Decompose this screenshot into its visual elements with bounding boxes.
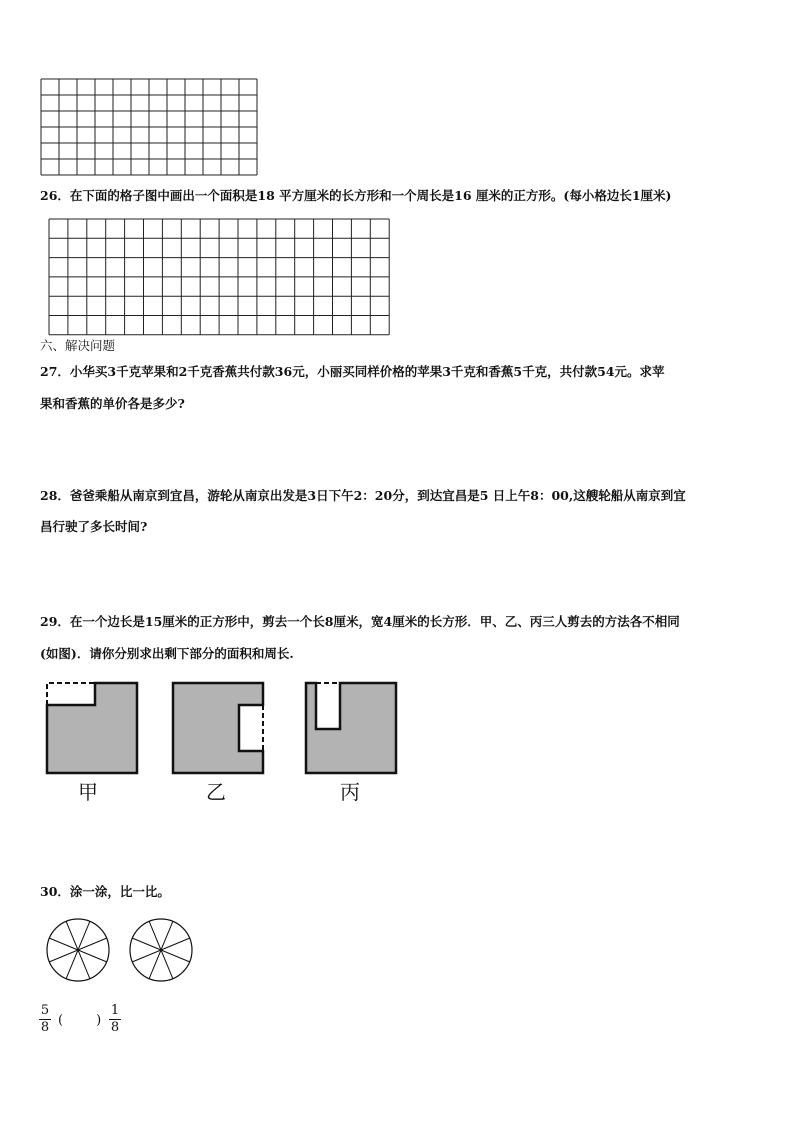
question-text: 涂一涂，比一比。 xyxy=(69,884,170,899)
cut-outline-dashed xyxy=(47,683,95,705)
question-number: 28． xyxy=(40,488,70,503)
figure-label: 甲 xyxy=(78,780,98,804)
question-28-line-2: 昌行驶了多长时间? xyxy=(40,519,148,534)
numerator: 1 xyxy=(110,1003,120,1018)
shaded-region xyxy=(173,683,263,773)
question-number: 26． xyxy=(40,188,70,203)
question-line-1: 在一个边长是15厘米的正方形中，剪去一个长8厘米，宽4厘米的长方形．甲、乙、丙三人剪去的方法各不相同 xyxy=(69,614,680,629)
question-number: 29． xyxy=(40,614,70,629)
question-number: 27． xyxy=(40,364,70,379)
question-29-line-2: (如图)．请你分别求出剩下部分的面积和周长. xyxy=(40,646,294,661)
question-29 xyxy=(40,614,680,630)
numerator: 5 xyxy=(40,1003,50,1018)
top-grid xyxy=(40,78,260,178)
question-28 xyxy=(40,488,686,504)
question-line-1: 小华买3千克苹果和2千克香蕉共付款36元，小丽买同样价格的苹果3千克和香蕉5千克，共付款54元。求苹 xyxy=(69,364,665,379)
question-27 xyxy=(40,364,665,380)
question-text: 在下面的格子图中画出一个面积是18 平方厘米的长方形和一个周长是16 厘米的正方形。(每小格边长1厘米) xyxy=(69,188,672,203)
denominator: 8 xyxy=(40,1020,50,1035)
question-27-line-2: 果和香蕉的单价各是多少? xyxy=(40,396,185,411)
comparison-blank[interactable]: ( ) xyxy=(58,1013,102,1028)
section-title: 六、解决问题 xyxy=(40,338,116,353)
question-line-1: 爸爸乘船从南京到宜昌，游轮从南京出发是3日下午2：20分，到达宜昌是5 日上午8：00,这艘轮船从南京到宜 xyxy=(69,488,686,503)
denominator: 8 xyxy=(110,1020,120,1035)
question-26 xyxy=(40,188,671,204)
question-30 xyxy=(40,884,170,900)
fraction-right xyxy=(109,1004,121,1035)
drawing-grid xyxy=(48,218,390,336)
fraction-circle-right xyxy=(127,916,195,984)
figure-label: 丙 xyxy=(340,780,360,804)
question-number: 30． xyxy=(40,884,70,899)
fraction-left xyxy=(39,1004,51,1035)
shaded-region xyxy=(306,683,396,773)
figure-jia xyxy=(44,680,140,776)
figure-label: 乙 xyxy=(206,780,226,804)
fraction-circle-left xyxy=(44,916,112,984)
shaded-region xyxy=(47,683,137,773)
figure-bing xyxy=(303,680,399,776)
figure-yi xyxy=(170,680,266,776)
